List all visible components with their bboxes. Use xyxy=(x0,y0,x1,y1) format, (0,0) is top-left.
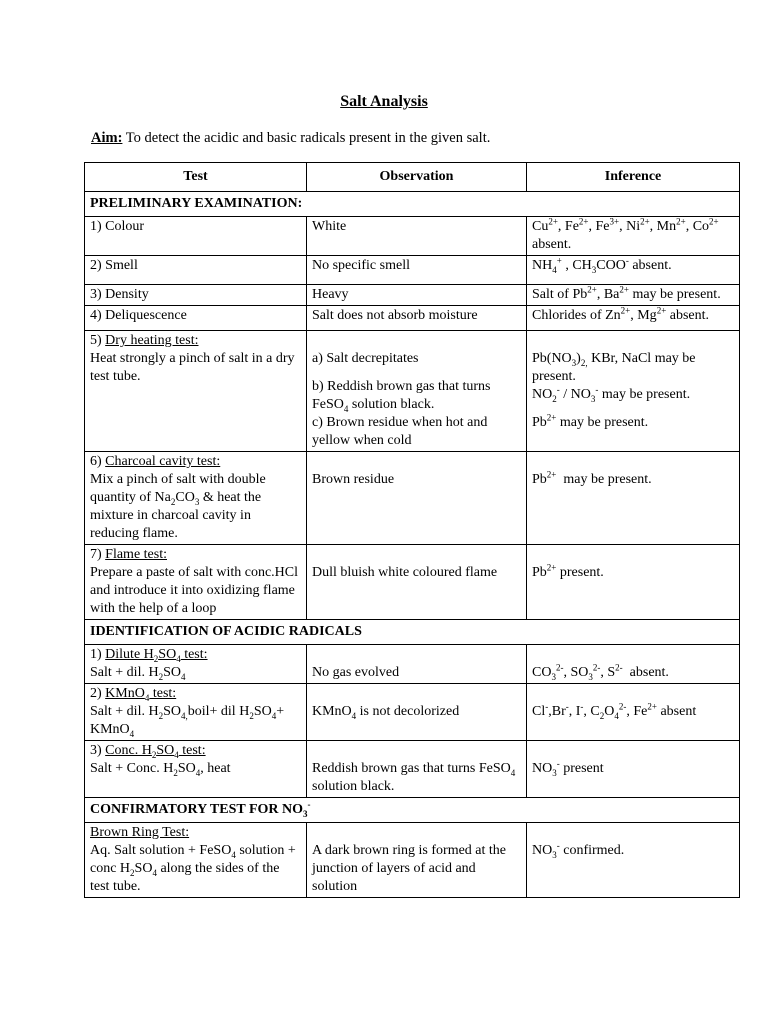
obs-dry-heating xyxy=(307,331,527,452)
table-row xyxy=(85,823,740,898)
test-description: Heat strongly a pinch of salt in a dry test tube. xyxy=(90,351,295,384)
section-confirm: CONFIRMATORY TEST FOR $NO_3^-$ xyxy=(85,798,740,823)
aim-statement xyxy=(91,130,490,147)
test-number: 5) xyxy=(90,333,106,348)
test-title: Dilute $H_2SO_4$ test: xyxy=(105,647,208,664)
test-number: 1) xyxy=(90,647,106,662)
aim-text: To detect the acidic and basic radicals present in the given salt. xyxy=(122,130,491,146)
obs-brown-ring xyxy=(307,823,527,898)
inf-flame: $Pb^{2+}$ present. xyxy=(527,545,740,620)
test-dry-heating xyxy=(85,331,307,452)
test-brown-ring: Brown Ring Test: Aq. Salt solution + FeSO$_4$ solution + conc $H_2SO_4$ along the sides of the test tube. xyxy=(85,823,307,898)
obs-c: c) Brown residue when hot and yellow when cold xyxy=(312,415,488,448)
section-confirm-text: CONFIRMATORY TEST FOR NO xyxy=(90,802,304,817)
test-title: Brown Ring Test: xyxy=(90,825,190,840)
test-charcoal: 6) Charcoal cavity test: Mix a pinch of salt with double quantity of $Na_2CO_3$ & heat the mixture in charcoal cavity in reducing flame. xyxy=(85,452,307,545)
test-title: Charcoal cavity test: xyxy=(105,454,221,469)
section-row-preliminary xyxy=(85,192,740,217)
obs-text: Brown residue xyxy=(312,472,395,487)
table-row xyxy=(85,645,740,684)
section-row-acidic xyxy=(85,620,740,645)
header-test: Test xyxy=(85,163,307,192)
inf-brown-ring: $NO_3^-$ confirmed. xyxy=(527,823,740,898)
inf-c: $Pb^{2+}$ may be present. xyxy=(532,412,649,430)
test-kmno4: 2) KMnO$_4$ test: Salt + dil. $H_2SO_{4,}boil+$ dil $H_2SO_4+$ KMnO$_4$ xyxy=(85,684,307,741)
test-density: 3) Density xyxy=(85,285,307,306)
obs-a: a) Salt decrepitates xyxy=(312,351,419,366)
obs-text: Dull bluish white coloured flame xyxy=(312,565,498,580)
obs-text: A dark brown ring is formed at the junction of layers of acid and solution xyxy=(312,843,507,894)
section-preliminary: PRELIMINARY EXAMINATION: xyxy=(85,192,740,217)
test-conc: 3) Conc. $H_2SO_4$ test: Salt + Conc. $H_2SO_4$, heat xyxy=(85,741,307,798)
test-title: Dry heating test: xyxy=(105,333,199,348)
inf-dilute: $CO_3^{2-}$, $SO_3^{2-}$, $S^{2-}$ absent. xyxy=(527,645,740,684)
test-title: Conc. $H_2SO_4$ test: xyxy=(105,743,206,760)
table-row xyxy=(85,545,740,620)
obs-kmno4: KMnO$_4$ is not decolorized xyxy=(307,684,527,741)
test-dilute: 1) Dilute $H_2SO_4$ test: Salt + dil. $H_2SO_4$ xyxy=(85,645,307,684)
test-number: 6) xyxy=(90,454,106,469)
table-row xyxy=(85,741,740,798)
inf-density: Salt of $Pb^{2+}$, $Ba^{2+}$ may be present. xyxy=(527,285,740,306)
test-smell: 2) Smell xyxy=(85,256,307,285)
table-row xyxy=(85,306,740,331)
salt-analysis-table xyxy=(84,162,740,898)
inf-b: $NO_2^- / NO_3^-$ may be present. xyxy=(532,384,691,404)
obs-deliquescence: Salt does not absorb moisture xyxy=(307,306,527,331)
obs-density: Heavy xyxy=(307,285,527,306)
test-deliquescence: 4) Deliquescence xyxy=(85,306,307,331)
table-row xyxy=(85,256,740,285)
section-acidic: IDENTIFICATION OF ACIDIC RADICALS xyxy=(85,620,740,645)
test-title: Flame test: xyxy=(105,547,167,562)
test-title: KMnO$_4$ test: xyxy=(105,686,177,703)
inf-smell: $NH_4^+$ , $CH_3COO^-$ absent. xyxy=(527,256,740,285)
obs-smell: No specific smell xyxy=(307,256,527,285)
table-row xyxy=(85,217,740,256)
test-colour: 1) Colour xyxy=(85,217,307,256)
table-row xyxy=(85,684,740,741)
obs-dilute xyxy=(307,645,527,684)
header-inference: Inference xyxy=(527,163,740,192)
inf-deliquescence: Chlorides of $Zn^{2+}$, $Mg^{2+}$ absent. xyxy=(527,306,740,331)
inf-a: $Pb(NO_3)_{2,}$ KBr, NaCl may be present. xyxy=(532,351,696,384)
test-description: Prepare a paste of salt with conc.HCl and introduce it into oxidizing flame with the help of a loop xyxy=(90,565,298,616)
inf-kmno4: Cl-,Br-, I-, $C_2O_4^{2-}$, $Fe^{2+}$ absent xyxy=(527,684,740,741)
inf-conc: $NO_3^-$ present xyxy=(527,741,740,798)
inf-dry-heating xyxy=(527,331,740,452)
section-row-confirm xyxy=(85,798,740,823)
table-row xyxy=(85,452,740,545)
inf-charcoal: $Pb^{2+}$ may be present. xyxy=(527,452,740,545)
obs-text: No gas evolved xyxy=(312,665,400,680)
table-row xyxy=(85,331,740,452)
obs-colour: White xyxy=(307,217,527,256)
test-flame xyxy=(85,545,307,620)
aim-label: Aim: xyxy=(91,130,123,146)
obs-conc: Reddish brown gas that turns FeSO$_4$ solution black. xyxy=(307,741,527,798)
test-number: 2) xyxy=(90,686,106,701)
inf-colour: $Cu^{2+}$, $Fe^{2+}$, $Fe^{3+}$, $Ni^{2+}$, $Mn^{2+}$, $Co^{2+}$ absent. xyxy=(527,217,740,256)
table-row xyxy=(85,285,740,306)
obs-b: b) Reddish brown gas that turns FeSO$_4$ solution black. xyxy=(312,379,491,414)
test-number: 7) xyxy=(90,547,106,562)
test-number: 3) xyxy=(90,743,106,758)
header-row xyxy=(85,163,740,192)
header-observation: Observation xyxy=(307,163,527,192)
page-title: Salt Analysis xyxy=(340,93,428,110)
obs-charcoal xyxy=(307,452,527,545)
obs-flame xyxy=(307,545,527,620)
